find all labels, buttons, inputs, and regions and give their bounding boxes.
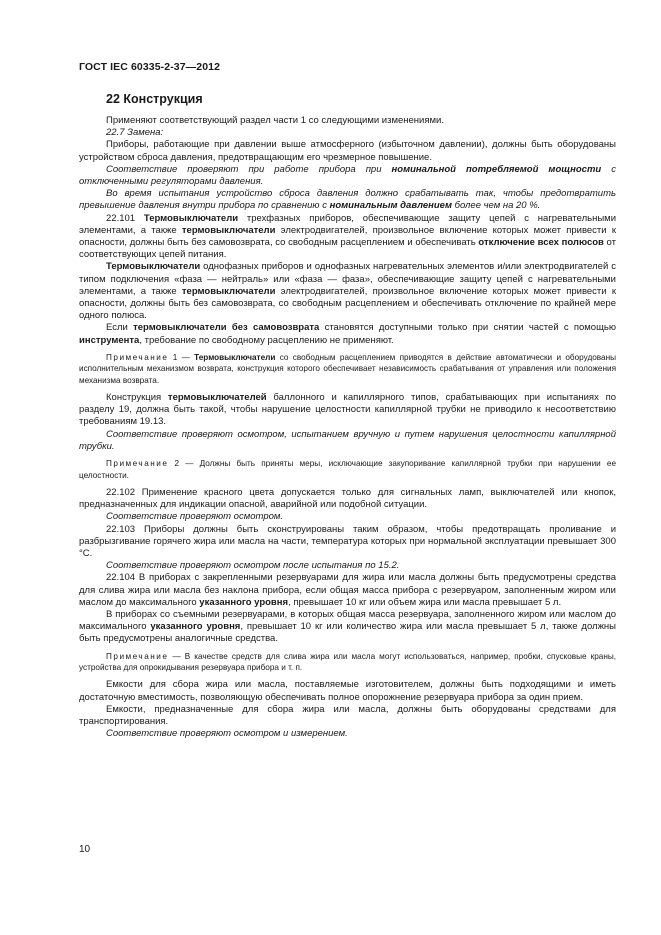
- paragraph: Приборы, работающие при давлении выше атмосферного (избыточном давлении), должны быть оборудованы устройством сброса давления, предотвращающим его чрезмерное повышение.: [79, 139, 616, 163]
- paragraph: Соответствие проверяют при работе прибора при номинальной потребляемой мощности с отключенными регуляторами давления.: [79, 163, 616, 188]
- paragraph: Соответствие проверяют осмотром.: [106, 511, 284, 523]
- paragraph: Соответствие проверяют осмотром и измерением.: [106, 728, 348, 740]
- paragraph: 22.103 Приборы должны быть сконструированы таким образом, чтобы предотвращать проливание и разбрызгивание горячего жира или масла на части, температура которых при нормальной эксплуатации превышает 300 °С.: [79, 523, 616, 559]
- paragraph: Конструкция термовыключателей баллонного и капиллярного типов, срабатывающих при испытаниях по разделу 19, должна быть такой, чтобы нарушение целостности капиллярной трубки не приводило к несоответствию требованиям 19.13.: [79, 392, 617, 428]
- paragraph: 22.102 Применение красного цвета допускается только для сигнальных ламп, выключателей или кнопок, предназначенных для индикации опасной, аварийной или подобной ситуации.: [79, 486, 616, 511]
- paragraph: В приборах со съемными резервуарами, в которых общая масса резервуара, заполненного жиром или маслом до максимального указанного уровня, превышает 10 кг или количество жира или масла превышает 5 л, также должны быть предусмотрены аналогичные средства.: [79, 608, 616, 645]
- document-body: [79, 115, 616, 740]
- section-title: 22 Конструкция: [106, 92, 203, 106]
- document-header: ГОСТ IEC 60335-2-37—2012: [79, 61, 221, 73]
- page-number: 10: [79, 844, 91, 855]
- paragraph: Емкости, предназначенные для сбора жира или масла, должны быть оборудованы средствами для транспортирования.: [79, 703, 616, 727]
- paragraph: Соответствие проверяют осмотром, испытанием вручную и путем нарушения целостности капиллярной трубки.: [79, 428, 616, 452]
- note: Примечание 1 — Термовыключатели со свободным расцеплением приводятся в действие автоматически и оборудованы исполнительным механизмом возврата, конструкция которого обеспечивает независимость срабатывания от управления или положения механизма возврата.: [79, 352, 616, 385]
- paragraph: 22.104 В приборах с закрепленными резервуарами для жира или масла должны быть предусмотрены средства для слива жира или масла без наклона прибора, если общая масса прибора с резервуаром, заполненным жиром или маслом до максимального указанного уровня, превышает 10 кг или объем жира или масла превышает 5 л.: [79, 572, 616, 608]
- paragraph: 22.7 Замена:: [106, 127, 164, 139]
- paragraph: 22.101 Термовыключатели трехфазных приборов, обеспечивающие защиту цепей с нагревательными элементами, а также термовыключатели электродвигателей, произвольное включение которых может привести к опасности, должны быть без самовозврата, со свободным расцеплением и обеспечивать отключение всех полюсов от соответствующих цепей питания.: [79, 212, 616, 261]
- paragraph: Соответствие проверяют осмотром после испытания по 15.2.: [106, 560, 400, 572]
- paragraph: Если термовыключатели без самовозврата становятся доступными только при снятии частей с помощью инструмента, требование по свободному расцеплению не применяют.: [79, 322, 616, 346]
- paragraph: Во время испытания устройство сброса давления должно срабатывать так, чтобы предотвратить превышение давления внутри прибора по сравнению с номинальным давлением более чем на 20 %.: [79, 188, 616, 212]
- note: Примечание — В качестве средств для слива жира или масла могут использоваться, например, пробки, спусковые краны, устройства для опрокидывания резервуара прибора и т. п.: [79, 651, 616, 672]
- paragraph: Емкости для сбора жира или масла, поставляемые изготовителем, должны быть подходящими и иметь достаточную вместимость, позволяющую обеспечивать полное опорожнение резервуара прибора за один прием.: [79, 679, 616, 703]
- paragraph: Применяют соответствующий раздел части 1 со следующими изменениями.: [106, 115, 444, 126]
- note: Примечание 2 — Должны быть приняты меры, исключающие закупоривание капиллярной трубки при нарушении ее целостности.: [79, 459, 616, 480]
- paragraph: Термовыключатели однофазных приборов и однофазных нагревательных элементов и/или электродвигателей с типом подключения «фаза — нейтраль» или «фаза — фаза», обеспечивающие защиту цепей с нагревательными элементами, а также термовыключатели электродвигателей, произвольное включение которых может привести к опасности, должны быть без самовозврата, со свободным расцеплением и обеспечивать отключение по крайней мере одного полюса.: [79, 261, 616, 322]
